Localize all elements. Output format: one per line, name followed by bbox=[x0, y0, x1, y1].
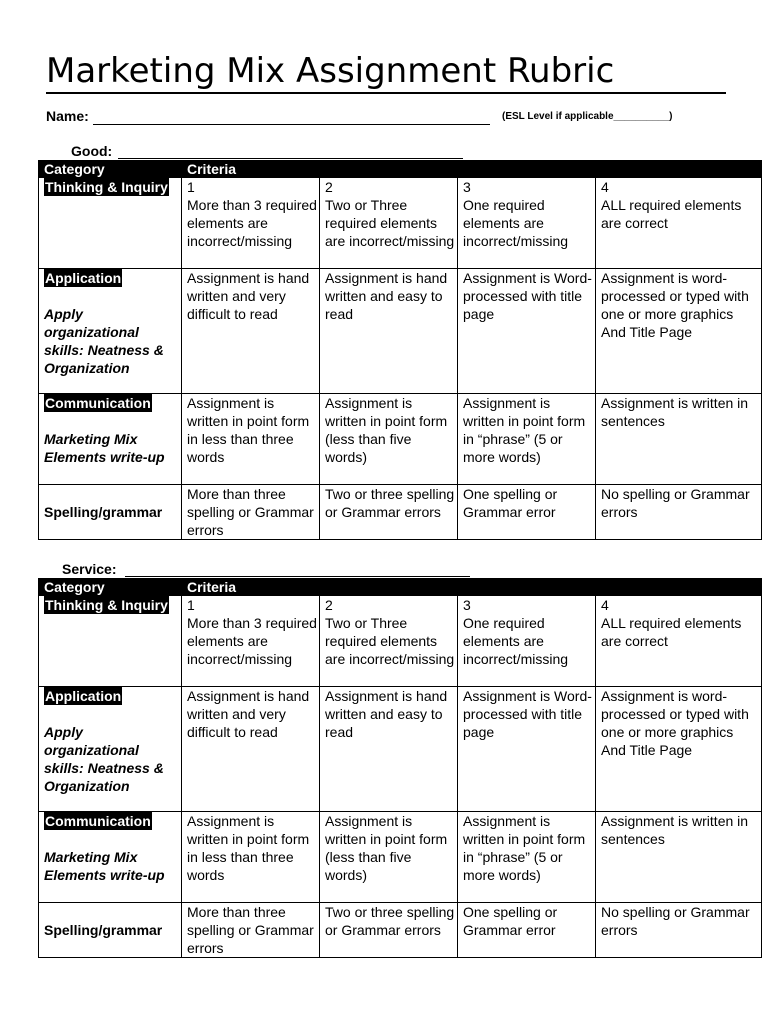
page-title: Marketing Mix Assignment Rubric bbox=[46, 50, 726, 94]
criteria-header: Criteria bbox=[182, 578, 320, 596]
header-blank bbox=[320, 578, 458, 596]
header-blank bbox=[458, 160, 596, 178]
criteria-cell: One required elements are incorrect/missing bbox=[458, 196, 596, 269]
criteria-cell: More than 3 required elements are incorrect/missing bbox=[182, 614, 320, 687]
criteria-cell: Assignment is written in point form in “phrase” (5 or more words) bbox=[458, 812, 596, 903]
criteria-cell: Two or three spelling or Grammar errors bbox=[320, 903, 458, 958]
criteria-cell: Assignment is Word-processed with title page bbox=[458, 687, 596, 812]
criteria-header: Criteria bbox=[182, 160, 320, 178]
section-good-blank-line bbox=[118, 158, 463, 159]
header-blank bbox=[596, 160, 762, 178]
name-blank-line bbox=[93, 124, 490, 125]
category-name: Application bbox=[45, 688, 122, 704]
level-number: 2 bbox=[320, 596, 458, 614]
section-good-label-row bbox=[38, 143, 478, 161]
category-name: Spelling/grammar bbox=[44, 922, 163, 938]
name-label: Name: bbox=[46, 108, 89, 124]
category-cell bbox=[39, 687, 182, 812]
criteria-cell: One required elements are incorrect/missing bbox=[458, 614, 596, 687]
criteria-cell: Assignment is word-processed or typed with one or more graphics And Title Page bbox=[596, 687, 762, 812]
criteria-cell: More than three spelling or Grammar errors bbox=[182, 485, 320, 540]
esl-level-label: (ESL Level if applicable__________) bbox=[502, 111, 673, 122]
criteria-cell: No spelling or Grammar errors bbox=[596, 903, 762, 958]
header-blank bbox=[596, 578, 762, 596]
criteria-cell: One spelling or Grammar error bbox=[458, 903, 596, 958]
criteria-cell: Two or three spelling or Grammar errors bbox=[320, 485, 458, 540]
header-blank bbox=[458, 578, 596, 596]
category-name: Application bbox=[45, 270, 122, 286]
category-name: Communication bbox=[45, 395, 151, 411]
table-row bbox=[39, 812, 762, 903]
criteria-cell: Two or Three required elements are incorrect/missing bbox=[320, 196, 458, 269]
category-cell bbox=[39, 178, 182, 269]
category-subtitle: Apply organizational skills: Neatness & Organization bbox=[44, 724, 164, 794]
level-number: 1 bbox=[182, 596, 320, 614]
criteria-cell: ALL required elements are correct bbox=[596, 614, 762, 687]
criteria-cell: Two or Three required elements are incorrect/missing bbox=[320, 614, 458, 687]
level-number-row bbox=[39, 596, 762, 614]
criteria-cell: Assignment is written in sentences bbox=[596, 394, 762, 485]
criteria-cell: Assignment is word-processed or typed with one or more graphics And Title Page bbox=[596, 269, 762, 394]
criteria-cell: Assignment is hand written and very difficult to read bbox=[182, 269, 320, 394]
section-service-label-row bbox=[38, 561, 478, 579]
name-row bbox=[46, 106, 726, 126]
rubric-table-good bbox=[38, 160, 762, 540]
criteria-cell: No spelling or Grammar errors bbox=[596, 485, 762, 540]
category-cell bbox=[39, 596, 182, 687]
criteria-cell: ALL required elements are correct bbox=[596, 196, 762, 269]
section-service-blank-line bbox=[125, 576, 470, 577]
category-cell bbox=[39, 269, 182, 394]
category-cell bbox=[39, 394, 182, 485]
rubric-table-service bbox=[38, 578, 762, 958]
level-number: 1 bbox=[182, 178, 320, 196]
criteria-cell: Assignment is written in point form in less than three words bbox=[182, 812, 320, 903]
criteria-cell: Assignment is hand written and easy to read bbox=[320, 269, 458, 394]
table-header-row bbox=[39, 578, 762, 596]
level-number: 3 bbox=[458, 178, 596, 196]
category-name: Spelling/grammar bbox=[44, 504, 163, 520]
category-subtitle: Marketing Mix Elements write-up bbox=[44, 849, 165, 883]
table-row bbox=[39, 687, 762, 812]
criteria-cell: Assignment is written in sentences bbox=[596, 812, 762, 903]
category-cell bbox=[39, 812, 182, 903]
category-subtitle: Apply organizational skills: Neatness & Organization bbox=[44, 306, 164, 376]
category-cell bbox=[39, 903, 182, 958]
section-service-label: Service: bbox=[62, 561, 117, 577]
category-name: Communication bbox=[45, 813, 151, 829]
category-header: Category bbox=[39, 160, 182, 178]
criteria-cell: Assignment is written in point form in less than three words bbox=[182, 394, 320, 485]
criteria-cell: Assignment is written in point form (less than five words) bbox=[320, 812, 458, 903]
criteria-cell: More than 3 required elements are incorrect/missing bbox=[182, 196, 320, 269]
section-good-label: Good: bbox=[71, 143, 113, 159]
level-number: 3 bbox=[458, 596, 596, 614]
category-name: Thinking & Inquiry bbox=[45, 179, 168, 195]
criteria-cell: Assignment is hand written and very difficult to read bbox=[182, 687, 320, 812]
criteria-cell: Assignment is written in point form in “phrase” (5 or more words) bbox=[458, 394, 596, 485]
criteria-cell: Assignment is written in point form (less than five words) bbox=[320, 394, 458, 485]
table-header-row bbox=[39, 160, 762, 178]
criteria-cell: More than three spelling or Grammar errors bbox=[182, 903, 320, 958]
level-number: 4 bbox=[596, 178, 762, 196]
category-cell bbox=[39, 485, 182, 540]
header-blank bbox=[320, 160, 458, 178]
table-row bbox=[39, 269, 762, 394]
level-number: 4 bbox=[596, 596, 762, 614]
table-row bbox=[39, 485, 762, 540]
category-header: Category bbox=[39, 578, 182, 596]
category-name: Thinking & Inquiry bbox=[45, 597, 168, 613]
criteria-cell: Assignment is Word-processed with title page bbox=[458, 269, 596, 394]
category-subtitle: Marketing Mix Elements write-up bbox=[44, 431, 165, 465]
criteria-cell: Assignment is hand written and easy to read bbox=[320, 687, 458, 812]
criteria-cell: One spelling or Grammar error bbox=[458, 485, 596, 540]
level-number: 2 bbox=[320, 178, 458, 196]
level-number-row bbox=[39, 178, 762, 196]
table-row bbox=[39, 394, 762, 485]
table-row bbox=[39, 903, 762, 958]
